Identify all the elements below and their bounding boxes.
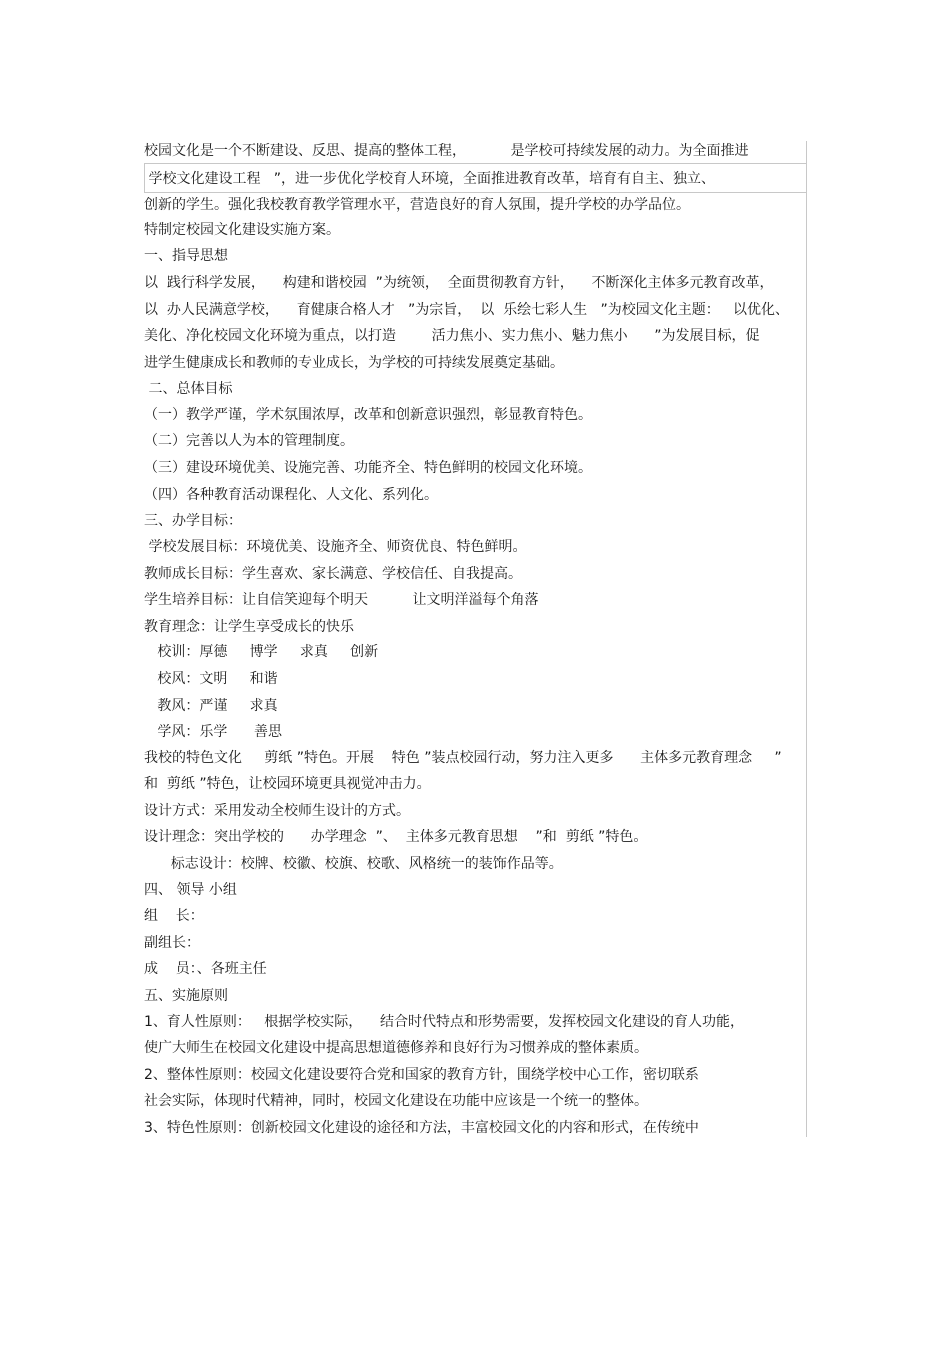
text-line: 成 员：、各班主任 xyxy=(144,961,267,977)
text-line: 副组长： xyxy=(144,935,200,951)
text-line: 校园文化是一个不断建设、反思、提高的整体工程， 是学校可持续发展的动力。为全面推进 xyxy=(144,143,749,159)
page-border-top xyxy=(144,163,807,164)
page-border-right xyxy=(806,141,807,1137)
text-line: 社会实际，体现时代精神，同时，校园文化建设在功能中应该是一个统一的整体。 xyxy=(144,1093,648,1109)
text-line: 组 长： xyxy=(144,908,204,924)
text-line: 以 践行科学发展， 构建和谐校园 ”为统领， 全面贯彻教育方针， 不断深化主体多元教育改革， xyxy=(144,275,774,291)
section-heading: 四、 领导 小组 xyxy=(144,882,237,898)
text-line: 以 办人民满意学校， 育健康合格人才 ”为宗旨， 以 乐绘七彩人生 ”为校园文化主题： 以优化、 xyxy=(144,302,790,318)
text-line: （四）各种教育活动课程化、人文化、系列化。 xyxy=(144,487,438,503)
text-line: 学风：乐学 善思 xyxy=(144,724,283,740)
text-line: 标志设计：校牌、校徽、校旗、校歌、风格统一的装饰作品等。 xyxy=(144,856,563,872)
text-line: 我校的特色文化 剪纸 ”特色。开展 特色 ”装点校园行动，努力注入更多 主体多元教育理念 ” xyxy=(144,750,782,766)
text-line: （三）建设环境优美、设施完善、功能齐全、特色鲜明的校园文化环境。 xyxy=(144,460,592,476)
text-line: 校训：厚德 博学 求真 创新 xyxy=(144,644,379,660)
text-line: 使广大师生在校园文化建设中提高思想道德修养和良好行为习惯养成的整体素质。 xyxy=(144,1040,648,1056)
text-line: 学校发展目标：环境优美、设施齐全、师资优良、特色鲜明。 xyxy=(144,539,527,555)
text-line: 学生培养目标：让自信笑迎每个明天 让文明洋溢每个角落 xyxy=(144,592,539,608)
text-line: 创新的学生。强化我校教育教学管理水平，营造良好的育人氛围，提升学校的办学品位。 xyxy=(144,197,690,213)
text-line: （二）完善以人为本的管理制度。 xyxy=(144,433,354,449)
text-line: （一）教学严谨，学术氛围浓厚，改革和创新意识强烈，彰显教育特色。 xyxy=(144,407,592,423)
text-line: 校风：文明 和谐 xyxy=(144,671,278,687)
section-heading: 二、总体目标 xyxy=(144,381,233,397)
text-line: 学校文化建设工程 ”，进一步优化学校育人环境，全面推进教育改革，培育有自主、独立、 xyxy=(144,171,716,187)
text-line: 美化、净化校园文化环境为重点，以打造 活力焦小、实力焦小、魅力焦小 ”为发展目标，促 xyxy=(144,328,760,344)
text-line: 特制定校园文化建设实施方案。 xyxy=(144,222,340,238)
text-line: 1、育人性原则： 根据学校实际， 结合时代特点和形势需要，发挥校园文化建设的育人功能， xyxy=(144,1014,745,1030)
text-line: 设计理念：突出学校的 办学理念 ”、 主体多元教育思想 ”和 剪纸 ”特色。 xyxy=(144,829,648,845)
text-line: 和 剪纸 ”特色，让校园环境更具视觉冲击力。 xyxy=(144,776,431,792)
text-line: 设计方式：采用发动全校师生设计的方式。 xyxy=(144,803,410,819)
text-line: 教育理念：让学生享受成长的快乐 xyxy=(144,619,354,635)
section-heading: 三、办学目标： xyxy=(144,513,242,529)
text-line: 教风：严谨 求真 xyxy=(144,698,278,714)
text-line: 3、特色性原则：创新校园文化建设的途径和方法，丰富校园文化的内容和形式，在传统中 xyxy=(144,1120,699,1136)
page-border-divider xyxy=(144,192,807,193)
text-line: 教师成长目标：学生喜欢、家长满意、学校信任、自我提高。 xyxy=(144,566,522,582)
section-heading: 一、指导思想 xyxy=(144,248,228,264)
text-line: 2、整体性原则：校园文化建设要符合党和国家的教育方针，围绕学校中心工作，密切联系 xyxy=(144,1067,699,1083)
text-line: 进学生健康成长和教师的专业成长，为学校的可持续发展奠定基础。 xyxy=(144,355,564,371)
section-heading: 五、实施原则 xyxy=(144,988,228,1004)
